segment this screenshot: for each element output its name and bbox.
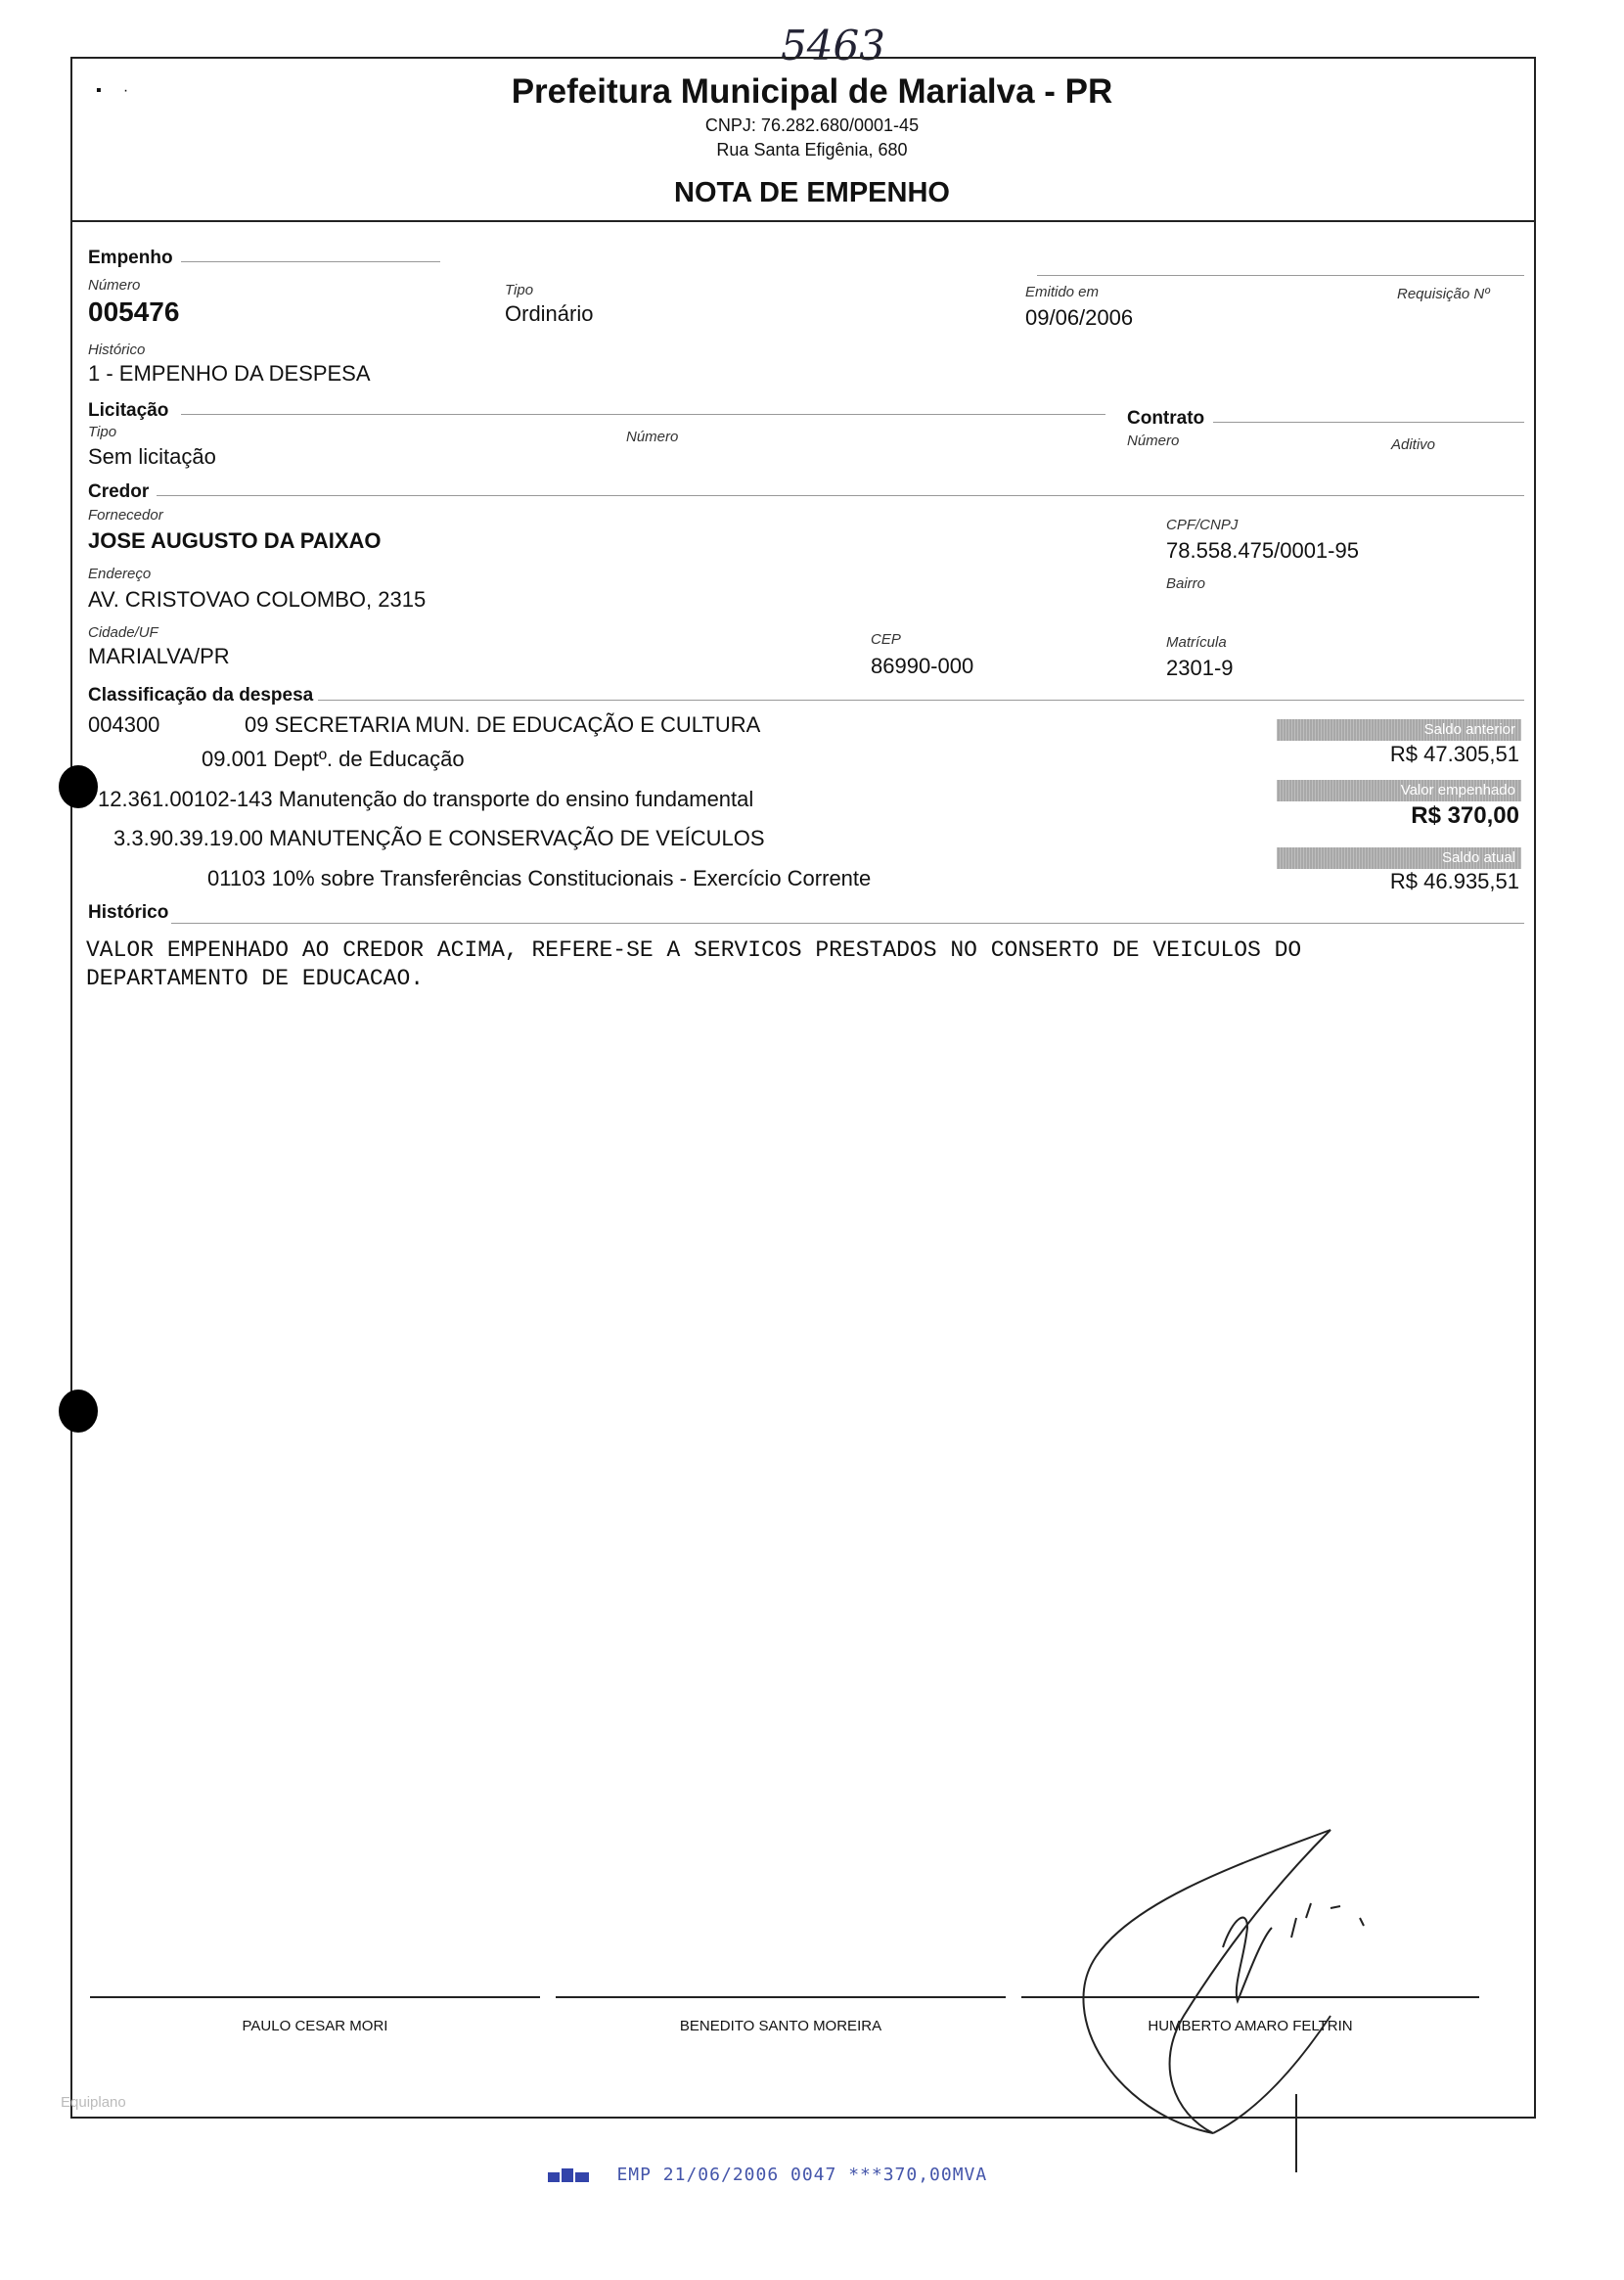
address-text: Rua Santa Efigênia, 680 <box>716 140 908 160</box>
mechanical-stamp <box>548 2165 987 2186</box>
empenho-numero: 005476 <box>88 296 180 327</box>
cidade-label: Cidade/UF <box>88 624 158 641</box>
emitido-label: Emitido em <box>1025 284 1100 300</box>
emitido-value: 09/06/2006 <box>1025 305 1134 330</box>
saldo-atual-value: R$ 46.935,51 <box>1389 869 1519 893</box>
saldo-anterior-label: Saldo anterior <box>1277 719 1521 741</box>
signature-line-2 <box>556 1996 1006 1998</box>
endereco-value: AV. CRISTOVAO COLOMBO, 2315 <box>88 587 427 612</box>
contrato-rule <box>1213 422 1524 423</box>
historico-rule <box>171 923 1524 924</box>
classificacao-line2: 09.001 Deptº. de Educação <box>202 747 465 771</box>
licitacao-rule <box>181 414 1105 415</box>
software-watermark: Equiplano <box>61 2094 126 2111</box>
cpf-value: 78.558.475/0001-95 <box>1166 538 1359 563</box>
cidade-value: MARIALVA/PR <box>88 644 230 668</box>
classificacao-section-title: Classificação da despesa <box>88 685 314 706</box>
signature-name-3: HUMBERTO AMARO FELTRIN <box>1148 2018 1353 2034</box>
licitacao-section-title: Licitação <box>88 400 169 421</box>
classificacao-code: 004300 <box>88 712 160 737</box>
cep-label: CEP <box>871 631 901 648</box>
stamp-logo-icon <box>548 2166 597 2186</box>
endereco-label: Endereço <box>88 566 152 582</box>
aditivo-label: Aditivo <box>1391 436 1436 453</box>
requisicao-label: Requisição Nº <box>1397 286 1490 302</box>
empenho-tipo-label: Tipo <box>505 282 534 298</box>
historico-section-title: Histórico <box>88 902 169 923</box>
classificacao-line1: 09 SECRETARIA MUN. DE EDUCAÇÃO E CULTURA <box>245 712 761 737</box>
credor-rule <box>157 495 1524 496</box>
credor-section-title: Credor <box>88 481 150 502</box>
cep-value: 86990-000 <box>871 654 974 678</box>
header-divider <box>70 220 1536 222</box>
fornecedor-label: Fornecedor <box>88 507 163 524</box>
punch-hole-top <box>59 765 98 808</box>
punch-hole-bottom <box>59 1390 98 1433</box>
handwritten-number: 5463 <box>781 22 885 69</box>
saldo-anterior-value: R$ 47.305,51 <box>1389 742 1519 766</box>
stamp-text: EMP 21/06/2006 0047 ***370,00MVA <box>616 2165 988 2185</box>
matricula-label: Matrícula <box>1166 634 1227 651</box>
empenho-rule <box>181 261 440 262</box>
licitacao-numero-label: Número <box>626 429 679 445</box>
signature-line-1 <box>90 1996 540 1998</box>
cpf-label: CPF/CNPJ <box>1166 517 1239 533</box>
signature-name-2: BENEDITO SANTO MOREIRA <box>679 2018 882 2034</box>
signature-name-1: PAULO CESAR MORI <box>242 2018 388 2034</box>
classificacao-rule <box>318 700 1524 701</box>
contrato-section-title: Contrato <box>1127 408 1205 429</box>
historico-text-line2: DEPARTAMENTO DE EDUCACAO. <box>86 966 425 991</box>
matricula-value: 2301-9 <box>1166 656 1234 680</box>
licitacao-tipo: Sem licitação <box>88 444 216 469</box>
page-title: Prefeitura Municipal de Marialva - PR <box>511 72 1113 111</box>
cnpj-text: CNPJ: 76.282.680/0001-45 <box>704 115 920 135</box>
empenho-tipo: Ordinário <box>505 301 594 326</box>
historico-text-line1: VALOR EMPENHADO AO CREDOR ACIMA, REFERE-SE A SERVICOS PRESTADOS NO CONSERTO DE VEICULOS DO <box>86 937 1302 963</box>
contrato-numero-label: Número <box>1127 433 1180 449</box>
valor-empenhado-value: R$ 370,00 <box>1411 802 1519 829</box>
bairro-label: Bairro <box>1166 575 1206 592</box>
valor-empenhado-label: Valor empenhado <box>1277 780 1521 801</box>
corner-mark: ▪ · <box>96 82 129 99</box>
classificacao-line5: 01103 10% sobre Transferências Constitucionais - Exercício Corrente <box>207 866 872 890</box>
document-title: NOTA DE EMPENHO <box>674 177 950 208</box>
handwritten-signature <box>1037 1820 1428 2172</box>
empenho-historico: 1 - EMPENHO DA DESPESA <box>88 361 371 386</box>
saldo-atual-label: Saldo atual <box>1277 847 1521 869</box>
fornecedor-value: JOSE AUGUSTO DA PAIXAO <box>88 528 382 553</box>
classificacao-line4: 3.3.90.39.19.00 MANUTENÇÃO E CONSERVAÇÃO DE VEÍCULOS <box>113 826 765 850</box>
empenho-rule-right <box>1037 275 1524 276</box>
empenho-numero-label: Número <box>88 277 141 294</box>
classificacao-line3: 12.361.00102-143 Manutenção do transporte do ensino fundamental <box>98 787 754 811</box>
empenho-historico-label: Histórico <box>88 342 146 358</box>
empenho-section-title: Empenho <box>88 248 173 268</box>
licitacao-tipo-label: Tipo <box>88 424 117 440</box>
